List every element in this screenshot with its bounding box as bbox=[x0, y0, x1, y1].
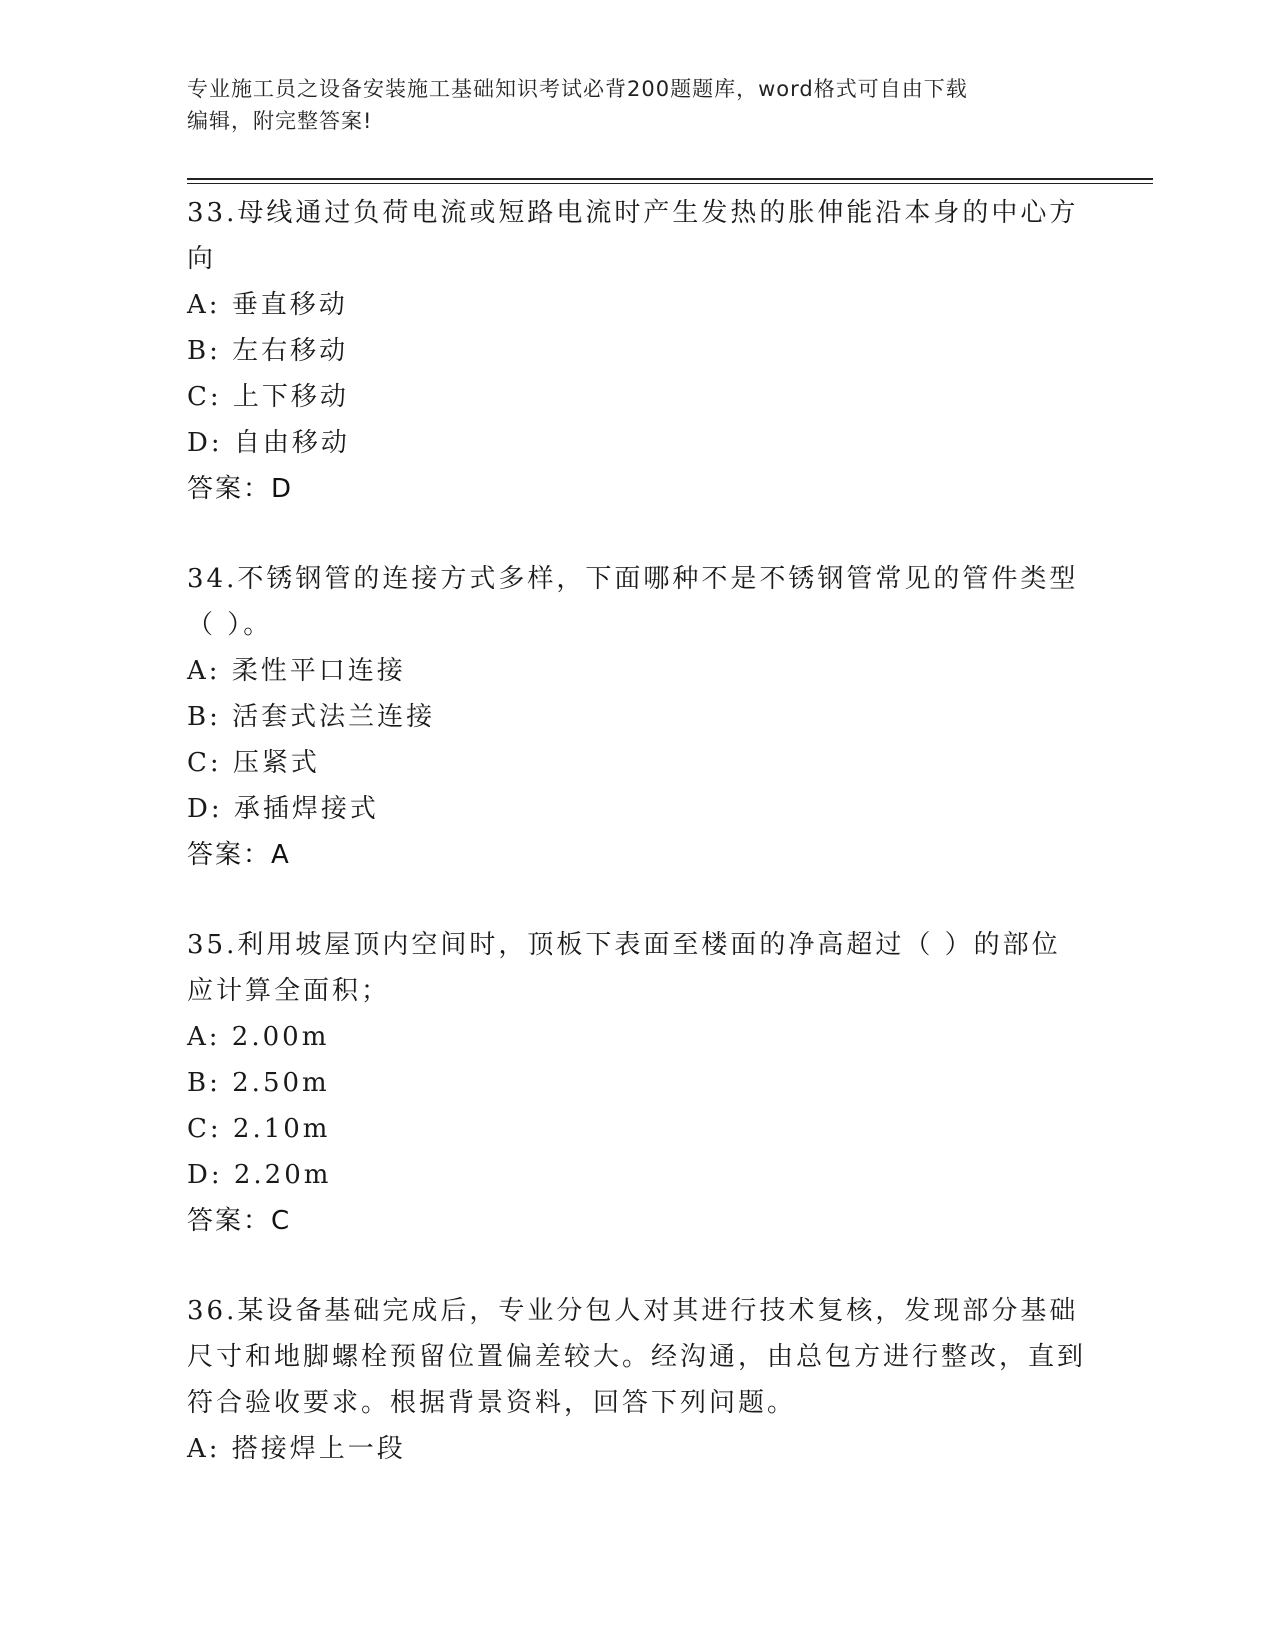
header-rule-thick bbox=[187, 178, 1153, 180]
option-c: C: 上下移动 bbox=[187, 382, 349, 412]
question-stem: 33.母线通过负荷电流或短路电流时产生发热的胀伸能沿本身的中心方向 bbox=[187, 198, 1079, 274]
question-stem: 36.某设备基础完成后，专业分包人对其进行技术复核，发现部分基础尺寸和地脚螺栓预留位置偏差较大。经沟通，由总包方进行整改，直到符合验收要求。根据背景资料，回答下列问题。 bbox=[187, 1296, 1087, 1418]
option-c: C: 2.10m bbox=[187, 1114, 331, 1144]
option-a: A: 2.00m bbox=[187, 1022, 330, 1052]
option-d: D: 2.20m bbox=[187, 1160, 332, 1190]
question-stem: 34.不锈钢管的连接方式多样，下面哪种不是不锈钢管常见的管件类型（ ）。 bbox=[187, 564, 1079, 640]
question-stem: 35.利用坡屋顶内空间时，顶板下表面至楼面的净高超过（ ）的部位应计算全面积； bbox=[187, 930, 1061, 1006]
answer: 答案：C bbox=[187, 1206, 292, 1236]
option-a: A: 搭接焊上一段 bbox=[187, 1434, 406, 1464]
option-b: B: 左右移动 bbox=[187, 336, 349, 366]
option-d: D: 自由移动 bbox=[187, 428, 350, 458]
question-35 bbox=[187, 922, 1087, 1244]
option-b: B: 活套式法兰连接 bbox=[187, 702, 436, 732]
question-list bbox=[187, 190, 1087, 1516]
answer: 答案：D bbox=[187, 474, 294, 504]
page-header bbox=[187, 73, 1067, 137]
option-d: D: 承插焊接式 bbox=[187, 794, 379, 824]
header-line-1: 专业施工员之设备安装施工基础知识考试必背200题题库，word格式可自由下载 bbox=[187, 77, 968, 101]
question-33 bbox=[187, 190, 1087, 512]
question-36 bbox=[187, 1288, 1087, 1472]
option-a: A: 垂直移动 bbox=[187, 290, 348, 320]
option-a: A: 柔性平口连接 bbox=[187, 656, 406, 686]
header-rule-thin bbox=[187, 183, 1153, 184]
header-line-2: 编辑，附完整答案! bbox=[187, 109, 373, 133]
question-34 bbox=[187, 556, 1087, 878]
option-c: C: 压紧式 bbox=[187, 748, 320, 778]
answer: 答案：A bbox=[187, 840, 291, 870]
option-b: B: 2.50m bbox=[187, 1068, 330, 1098]
